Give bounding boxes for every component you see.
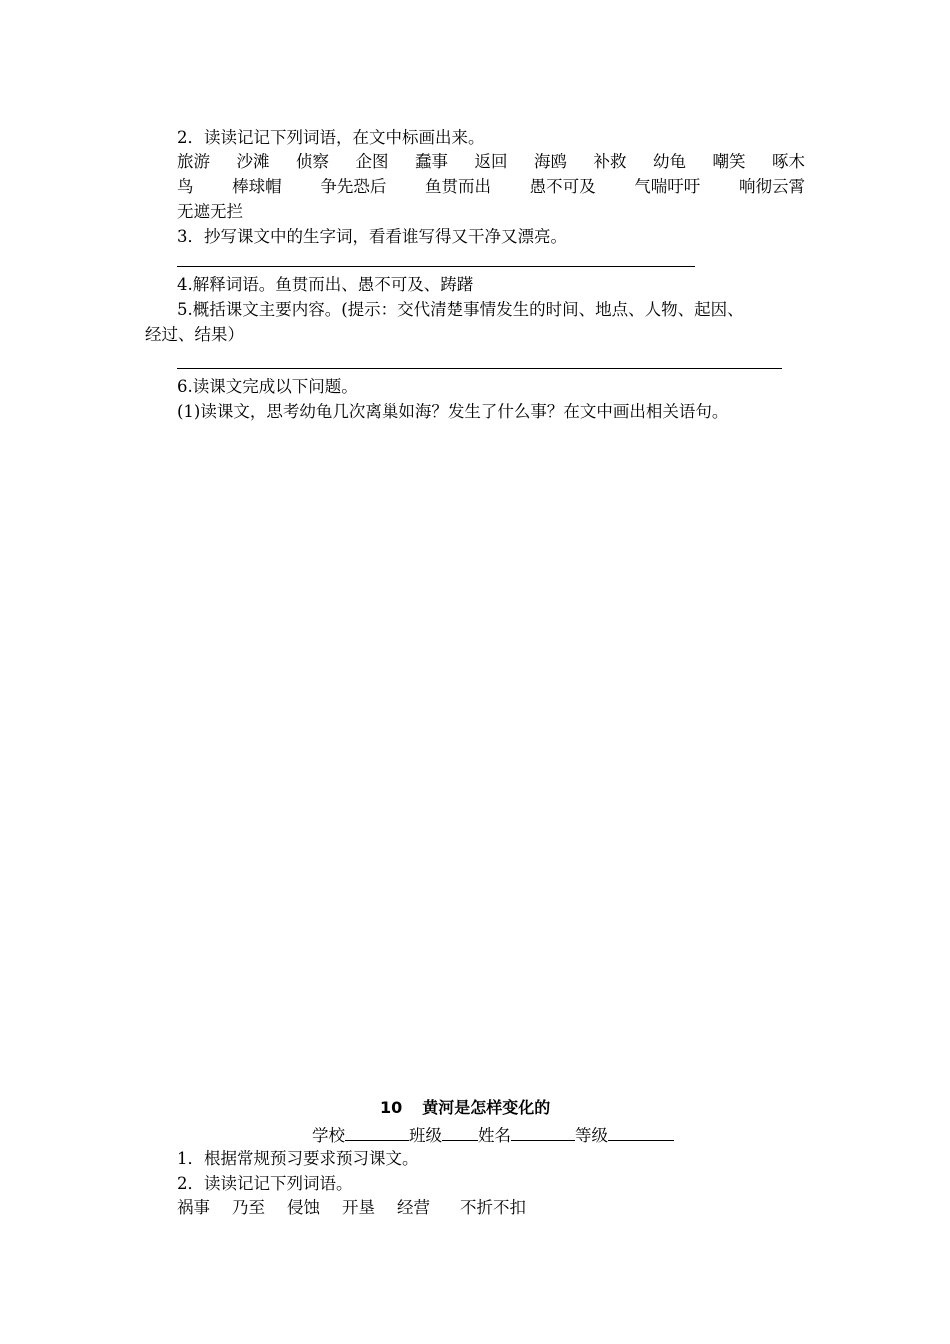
- word: 企图: [355, 152, 389, 171]
- q2-instruction: 2．读读记记下列词语，在文中标画出来。: [177, 128, 485, 147]
- class-label: 班级: [409, 1126, 442, 1145]
- word: 不折不扣: [460, 1198, 526, 1217]
- school-blank[interactable]: [345, 1122, 409, 1141]
- q6-sub1: (1)读课文，思考幼龟几次离巢如海？发生了什么事？在文中画出相关语句。: [177, 402, 729, 421]
- q2-words-row1: [177, 150, 805, 174]
- grade-label: 等级: [575, 1126, 608, 1145]
- word: 幼龟: [653, 152, 686, 171]
- word: 侵蚀: [287, 1198, 320, 1217]
- q5-instruction-line2: 经过、结果）: [145, 325, 244, 344]
- word: 愚不可及: [529, 177, 596, 196]
- q4-instruction: 4.解释词语。鱼贯而出、愚不可及、踌躇: [177, 275, 474, 294]
- student-info-row: [312, 1122, 674, 1148]
- word: 旅游: [177, 152, 210, 171]
- q5-instruction-line1: 5.概括课文主要内容。(提示：交代清楚事情发生的时间、地点、人物、起因、: [177, 300, 744, 319]
- s2-q1-instruction: 1．根据常规预习要求预习课文。: [177, 1149, 419, 1168]
- word: 侦察: [296, 152, 329, 171]
- q3-answer-line[interactable]: [177, 266, 695, 267]
- word: 补救: [593, 152, 627, 171]
- word: 祸事: [177, 1198, 210, 1217]
- word: 嘲笑: [712, 152, 746, 171]
- word: 争先恐后: [320, 177, 387, 196]
- name-blank[interactable]: [511, 1122, 575, 1141]
- s2-q2-instruction: 2．读读记记下列词语。: [177, 1174, 353, 1193]
- lesson-title-text: 黄河是怎样变化的: [422, 1098, 551, 1117]
- lesson-title: [380, 1096, 550, 1120]
- grade-blank[interactable]: [608, 1122, 674, 1141]
- s2-q2-words: [177, 1196, 526, 1220]
- class-blank[interactable]: [442, 1122, 478, 1141]
- word: 海鸥: [534, 152, 567, 171]
- word: 棒球帽: [232, 177, 282, 196]
- word: 啄木: [772, 152, 805, 171]
- word: 鱼贯而出: [424, 177, 491, 196]
- word: 经营: [397, 1198, 430, 1217]
- name-label: 姓名: [478, 1126, 511, 1145]
- q6-instruction: 6.读课文完成以下问题。: [177, 377, 358, 396]
- word: 乃至: [232, 1198, 265, 1217]
- word: 蠢事: [415, 152, 448, 171]
- word: 气喘吁吁: [634, 177, 701, 196]
- q2-words-row2: [177, 175, 805, 199]
- q5-answer-line[interactable]: [177, 368, 782, 369]
- word: 鸟: [177, 177, 194, 196]
- school-label: 学校: [312, 1126, 345, 1145]
- lesson-number: 10: [380, 1098, 403, 1117]
- q2-words-row3: 无遮无拦: [177, 202, 243, 221]
- word: 开垦: [342, 1198, 375, 1217]
- word: 响彻云霄: [738, 177, 805, 196]
- word: 沙滩: [236, 152, 270, 171]
- word: 返回: [474, 152, 508, 171]
- q3-instruction: 3．抄写课文中的生字词，看看谁写得又干净又漂亮。: [177, 227, 567, 246]
